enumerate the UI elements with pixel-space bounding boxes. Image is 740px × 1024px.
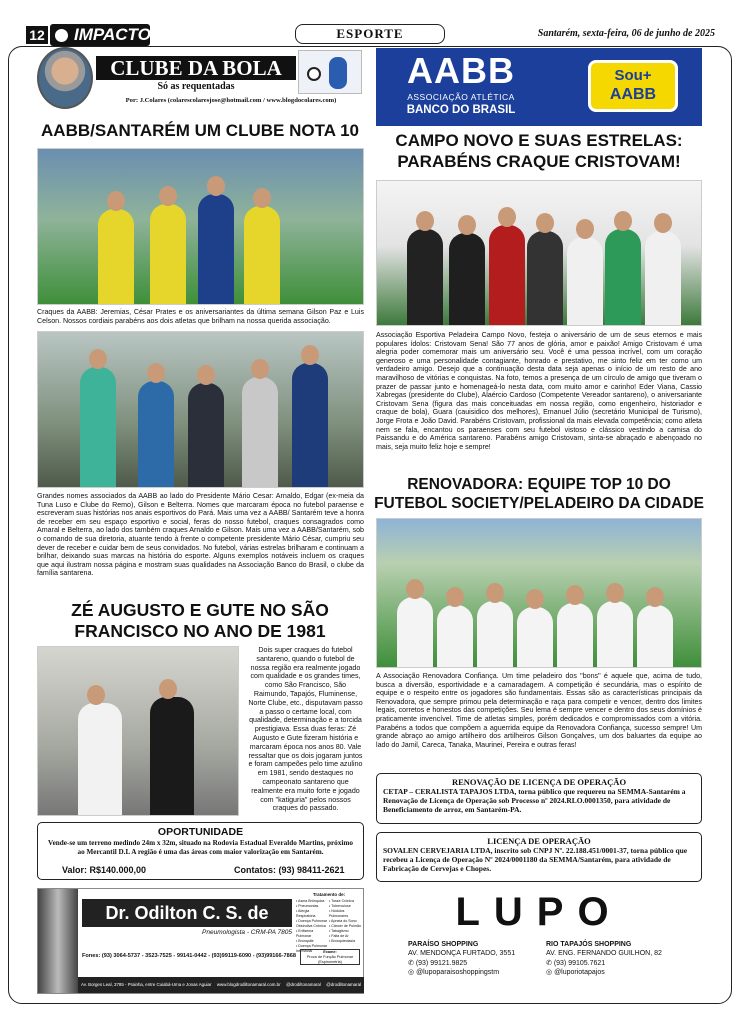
store2-name: RIO TAPAJÓS SHOPPING <box>546 941 632 948</box>
aabb-assoc-line1: ASSOCIAÇÃO ATLÉTICA <box>407 92 515 102</box>
article3-photo <box>376 180 702 326</box>
treatment-item: • Câncer de Pulmão <box>329 924 362 928</box>
store1-name: PARAÍSO SHOPPING <box>408 941 479 948</box>
article3-title-line1: CAMPO NOVO E SUAS ESTRELAS: <box>395 131 683 150</box>
doctor-ad <box>37 888 364 994</box>
sou-bottom: AABB <box>609 86 657 103</box>
treatment-item: • Alergia Respiratória <box>296 909 316 918</box>
treatment-item: • Enfisema Pulmonar <box>296 929 314 938</box>
doctor-insta1: @drodiltonamaral <box>286 982 321 987</box>
ball-icon <box>53 27 70 44</box>
article4-body: A Associação Renovadora Confiança. Um time peladeiro dos "bons" é aquele que, acima de tudo, busca a diversão, esportividade e a camaradagem. A competição é secundária, mas o espírito de equipe e o respeito entre os jogadores são fundamentais. Essas são as características principais da Renovadora, que sempre primou pela determinação e raça para competir e vencer, dentro dos limites legais, corretos e honestos das competições. Seu lema é sempre vencer e dentro dos seus domínios é praticamente invencível. Time de atletas simples, porém dedicados e compromissados com a vitória. Parabéns a todos que compõem a aguerrida equipe da Renovadora Confiança, sucesso sempre! Um grande abraço ao amigo artilheiro dos artilheiros Gilson Gonçalves, um dos baluartes da equipe ao lado do Jamil, Careca, Tanaka, Maurinei, Pereira e outras feras! <box>376 672 702 749</box>
notice1-title: RENOVAÇÃO DE LICENÇA DE OPERAÇÃO <box>451 777 627 787</box>
article4-photo <box>376 518 702 668</box>
treatment-item: • Bronquiectasia <box>329 939 356 943</box>
treatment-item: • Doença Pulmonar Intersticial <box>296 944 328 953</box>
store2-phone: ✆ (93) 99105.7621 <box>546 959 606 967</box>
lungs-image <box>38 889 78 993</box>
instagram-icon: ◎ <box>546 969 555 977</box>
store2-address: AV. ENG. FERNANDO GUILHON, 82 <box>546 950 662 958</box>
oportunidade-contact: Contatos: (93) 98411-2621 <box>234 865 345 875</box>
whatsapp-icon: ✆ <box>546 959 554 967</box>
notice1-text: CETAP – CERALISTA TAPAJOS LTDA, torna público que requereu na SEMMA-Santarém a Renovação de Licença de Operação sob Processo nº 2024.RLO.0001350, para atividade de Beneficiamento de arroz, em Santarém-PA. <box>383 787 686 814</box>
treatment-item: • Bronquite <box>296 939 314 943</box>
oportunidade-text: Vende-se um terreno medindo 24m x 32m, situado na Rodovia Estadual Everaldo Martins, próximo ao Mercantil D.L A região é uma das áreas com maior valorização em Santarém. <box>48 839 353 856</box>
notice2-text: SOVALEN CERVEJARIA LTDA, inscrito sob CNPJ Nº. 22.188.451/0001-37, torna público que recebeu a Licença de Operação Nº 2024/0001180 da SEMMA/Santarém, para atividade de Fabricação de Cervejas e Chopes. <box>383 846 688 873</box>
article3-title-line2: PARABÉNS CRAQUE CRISTOVAM! <box>397 152 681 171</box>
aabb-logo: AABB <box>407 50 515 91</box>
soccer-cartoon <box>298 50 362 94</box>
treatments-list <box>296 899 362 954</box>
article2-photo <box>37 646 239 816</box>
issue-date: Santarém, sexta-feira, 06 de junho de 2025 <box>537 28 715 39</box>
notice2-box <box>376 832 702 882</box>
lupo-store1 <box>408 940 548 978</box>
exam-box-title: Exame: <box>323 950 337 954</box>
notice1-box <box>376 773 702 824</box>
exam-box-text: Prova de Função Pulmonar (Espirometria) <box>306 955 354 964</box>
column-byline: Por: J.Colares (colarescolaresjose@hotmail.com / www.blogdocolares.com) <box>125 97 337 104</box>
sou-top: Sou+ <box>614 67 652 84</box>
sou-aabb-badge <box>588 60 678 112</box>
doctor-address: Av. Borges Leal, 3785 - Prainha, entre Cuiabá-Uma e Jonas Aguiar <box>81 982 212 987</box>
treatment-item: • Falta de Ar <box>329 934 349 938</box>
treatment-item: • Tosse Crônica <box>329 899 354 903</box>
doctor-web: www.blogdrodiltonamaral.com.br <box>216 982 281 987</box>
article1-caption: Craques da AABB: Jeremias, César Prates e os aniversariantes da última semana Gilson Paz e Luis Celson. Nossos cordiais parabéns aos dois atletas que brilham na nossa querida associação. <box>37 308 364 325</box>
lupo-store2 <box>546 940 696 978</box>
article4-title-line1: RENOVADORA: EQUIPE TOP 10 DO <box>407 476 671 493</box>
treatment-item: • Asma Brônquica <box>296 899 325 903</box>
column-subtitle: Só as requentadas <box>157 81 235 92</box>
doctor-footer <box>78 977 364 993</box>
article1-body: Grandes nomes associados da AABB ao lado do Presidente Mário Cesar: Arnaldo, Edgar (ex-meia da Tuna Luso e Clube do Remo), Gilson e Belterra. Nomes que marcaram época no futebol paraense e escreveram suas histórias nos anais esportivos do Pará. Mais uma vez a AABB/ Santarém teve a honra de receber em seu espaço esportivo e social, feras do nosso futebol, craques consagrados como Amaral e Belterra, ao lado dos também craques Arnaldo e Gilson. Mais uma vez a AABB/Santarém, sob o comando de sua diretoria, atuante tendo à frente o competente presidente Mário César, cumpriu seu dever de receber e cuidar bem de seus convidados. No futebol, várias estrelas brilharam e continuam a brilhar, deixando suas marcas na história do esporte. Alguns exemplos notáveis incluem os craques que aqui ilustram nossa página e mostram suas qualidades na Associação Banco do Brasil, o clube da família santarena. <box>37 492 364 578</box>
treatments-title: Tratamento de: <box>312 892 346 897</box>
oportunidade-title: OPORTUNIDADE <box>157 826 244 838</box>
instagram-icon: ◎ <box>408 969 417 977</box>
doctor-name: Dr. Odilton C. S. de Amaral <box>82 899 292 927</box>
store2-insta: ◎ @luporiotapajos <box>546 969 605 977</box>
treatment-item: • Tuberculose <box>329 904 351 908</box>
treatment-item: • Nódulos Pulmonares <box>329 909 349 918</box>
oportunidade-value: Valor: R$140.000,00 <box>62 865 147 875</box>
treatment-item: • Doença Pulmonar Obstrutiva Crônica <box>296 919 328 928</box>
lupo-logo: LUPO <box>455 890 623 934</box>
article1-photo2 <box>37 331 364 488</box>
article2-title-line2: FRANCISCO NO ANO DE 1981 <box>74 621 326 641</box>
store1-insta: ◎ @lupoparaisoshoppingstm <box>408 969 500 977</box>
article2-title-line1: ZÉ AUGUSTO E GUTE NO SÃO <box>71 600 329 620</box>
aabb-banner <box>376 48 702 126</box>
treatment-item: • Apneia do Sono <box>329 919 357 923</box>
article1-title: AABB/SANTARÉM UM CLUBE NOTA 10 <box>41 121 359 140</box>
page-number: 12 <box>26 26 48 44</box>
columnist-photo <box>37 47 93 109</box>
column-title: CLUBE DA BOLA <box>96 56 296 80</box>
store1-address: AV. MENDONÇA FURTADO, 3551 <box>408 950 516 958</box>
article4-title-line2: FUTEBOL SOCIETY/PELADEIRO DA CIDADE <box>374 495 704 512</box>
doctor-insta2: @drodiltonamaral <box>326 982 361 987</box>
doctor-specialty: Pneumologista - CRM-PA 7805 <box>202 929 292 936</box>
section-title: ESPORTE <box>295 24 445 44</box>
treatment-item: • Pneumonias <box>296 904 319 908</box>
exam-box <box>300 949 360 965</box>
article2-body: Dois super craques do futebol santareno, quando o futebol de nossa região era realmente jogado com qualidade e os grandes times, como São Francisco, São Raimundo, Tapajós, Fluminense, Norte Clube, etc., disputavam passo a passo o certame local, com qualidade, determinação e a torcida prestigiava. Essa duas feras: Zé Augusto e Gute fizeram história e marcaram época nos anos 80. Vale ressaltar que os dois jogaram juntos e foram campeões pelo time azulino em 1981, sendo destaques no campeonato santareno que realmente era muito forte e jogado com "katiguria" pelos nossos craques do passado. <box>248 646 363 813</box>
notice2-title: LICENÇA DE OPERAÇÃO <box>487 836 591 846</box>
doctor-phones: Fones: (93) 3064-5737 - 3523-7525 - 99141-0442 - (93)99119-6090 - (93)99166-7868 <box>82 953 296 959</box>
brand-name: IMPACTO <box>74 25 151 44</box>
newspaper-logo <box>50 24 150 46</box>
article1-photo1 <box>37 148 364 305</box>
aabb-assoc-line2: BANCO DO BRASIL <box>406 104 516 116</box>
treatment-item: • Tabagismo <box>329 929 349 933</box>
store1-phone: ✆ (93) 99121.9825 <box>408 959 468 967</box>
lupo-ad <box>376 888 702 994</box>
article3-body: Associação Esportiva Peladeira Campo Novo, festeja o aniversário de um de seus eternos e mais populares ídolos: Cristovam Sena! São 77 anos de glória, amor e paixão! Amigo Cristovam é uma alegria poder comemorar mais um aniversário seu. Você é uma pessoa incrível, com um coração generoso e uma personalidade contagiante, honrado e prestativo, me sinto feliz em ter como um verdadeiro amigo. Desejo que a continuação desta data seja apenas o início de um resto de ano maravilhoso de vitórias e conquistas. Na foto, temos a presença de um círculo de amigo que tiveram o prazer de passar junto e homenageá-lo nesta data, com muito amor e carinho! Eder Viana, Cassio Xabregas (presidente do Clube), Alaércio Cardoso (Competente Vereador santareno), o aniversariante Cristovam Sena (figura das mais conceituadas em nossa região, como engenheiro, historiador e craque de bola), Guara (cauisidico dos melhores), Emanuel Júlio (secretário Municipal de Turismo), Jorge Frota e João David. Parabéns Cristovam, profissional da mais elevada competência; como atleta nem se fala, encantou os paraenses com seu futebol vistoso e clássico vestindo a camisa do Paissandu e do América santareno. Parabéns amigo Cristovam, sinta-se abraçado e abençoado no mais, seja muito feliz hoje e sempre! <box>376 331 702 451</box>
oportunidade-box <box>37 822 364 880</box>
whatsapp-icon: ✆ <box>408 959 416 967</box>
